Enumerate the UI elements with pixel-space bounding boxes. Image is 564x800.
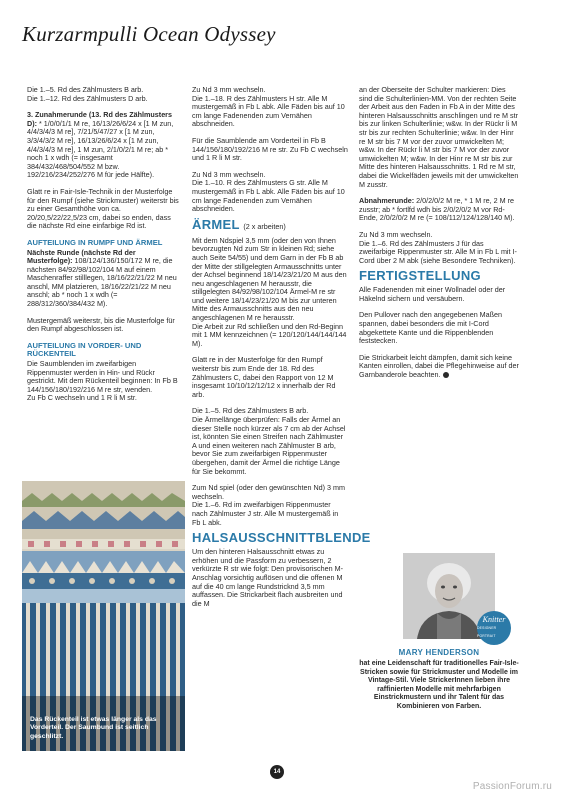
paragraph: Mit dem Ndspiel 3,5 mm (oder den von Ihnen bevorzugten Nd zum Str in kleinen Rd; siehe auch Seite 54/55) und dem Garn in der Fb B ab der Mitte der stillgelegten Armausschnitts unter der Achsel beginnend 18/14/23/21/20 M aus den neu angeschlagenen M herausstr, die stillgelegten 84/92/98/102/104 Ärmel-M re str und weitere 18/14/23/21/20 M bis zur unteren Mitte des Armausschnitts aus den neu angeschlagenen M re herausstr. [192, 235, 347, 323]
paragraph: Zu Nd 3 mm wechseln. [192, 85, 266, 94]
paragraph: Die 1.–6. Rd im zweifarbigen Rippenmuster nach Zählmuster J str. Alle M mustergemäß in Fb L abk. [192, 500, 339, 527]
photo-caption: Das Rückenteil ist etwas länger als das Vorderteil. Der Saumbund ist seitlich geschlitzt. [30, 715, 157, 740]
paragraph: Die 1.–18. R des Zählmusters H str. Alle M mustergemäß in Fb L abk. Alle Fäden bis auf 10 cm lange Fadenenden zum Vernähen abschneiden. [192, 93, 345, 129]
end-mark-icon [443, 372, 449, 378]
section-heading [192, 218, 348, 234]
knit-pattern-image [22, 481, 185, 751]
paragraph [359, 197, 519, 223]
paragraph: Zu Nd 3 mm wechseln. [359, 229, 433, 239]
step-text: 2/0/2/0/2 M re, * 1 M re, 2 M re zusstr; ab * fortlfd wdh bis 2/0/2/0/2 M vor Rd-Ende, 2/0/2/0/2 M re (= 108/112/124/128/140 M). [359, 196, 515, 223]
paragraph: Zu Nd 3 mm wechseln. [192, 169, 266, 179]
badge-subtitle: DESIGNER PORTRAIT [477, 626, 497, 638]
designer-name: MARY HENDERSON [398, 648, 480, 657]
section-heading: AUFTEILUNG IN VORDER- UND RÜCKENTEIL [27, 340, 142, 359]
section-heading: HALSAUSSCHNITTBLENDE [192, 530, 371, 546]
step-heading: Nächste Runde (nächste Rd der Musterfolge): [27, 247, 136, 266]
step-heading: 3. Zunahmerunde (13. Rd des Zählmusters D): [27, 110, 172, 128]
paragraph: Zum Nd spiel (oder den gewünschten Nd) 3 mm wechseln. [192, 483, 346, 501]
paragraph: Den Pullover nach den angegebenen Maßen spannen, dabei besonders die mit I-Cord abgekettete Kante und die Rippenblenden feststecken. [359, 310, 503, 346]
paragraph: Die Arbeit zur Rd schließen und den Rd-Beginn mit 1 MM kennzeichnen (= 120/120/144/144/144 M). [192, 321, 347, 348]
paragraph [27, 111, 181, 180]
paragraph: Alle Fadenenden mit einer Wollnadel oder der Häkelnd sichern und versäubern. [359, 285, 506, 303]
paragraph: Um den hinteren Halsausschnitt etwas zu erhöhen und die Passform zu verbessern, 2 verkürzte R str wie folgt: Den provisorischen M-Anschlag vorsichtig auflösen und die offenen M auf die 40 cm lange Rundstricknd 3,5 mm auffassen. Die Strickarbeit flach ausbreiten und die M [192, 547, 343, 608]
paragraph: Zu Fb C wechseln und 1 R li M str. [27, 393, 137, 403]
paragraph: Für die Saumblende am Vorderteil in Fb B 144/156/180/192/216 M re str. Zu Fb C wechseln und 1 R li M str. [192, 135, 348, 163]
column-3 [359, 86, 519, 388]
designer-badge [477, 611, 511, 645]
paragraph: Die Ärmellänge überprüfen: Falls der Ärmel an dieser Stelle noch kürzer als 7 cm ab der Achsel ist, könnten Sie einen Streifen nach Zählmuster A und einen weiteren nach Zählmuster B arb, bevor Sie zum zweifarbigen Rippenmuster übergehen, damit der Ärmel die richtige Länge für Sie bekommt. [192, 415, 346, 476]
page-title: Kurzarmpulli Ocean Odyssey [22, 22, 276, 46]
section-heading: AUFTEILUNG IN RUMPF UND ÄRMEL [27, 237, 163, 247]
page-number: 14 [270, 765, 284, 779]
paragraph: Glatt re in der Musterfolge für den Rumpf weiterstr bis zum Ende der 18. Rd des Zählmusters C, dabei den Rapport von 12 M insgesamt 10/10/12/12/12 x innerhalb der Rd arb. [192, 355, 336, 399]
paragraph: Die Saumblenden im zweifarbigen Rippenmuster werden in Hin- und Rückr gestrickt. Mit dem Rückenteil beginnen: In Fb B 144/156/180/192/216 M re str, wenden. [27, 359, 178, 394]
section-heading: FERTIGSTELLUNG [359, 268, 481, 284]
paragraph [27, 249, 181, 309]
paragraph: Die 1.–10. R des Zählmusters G str. Alle M mustergemäß in Fb L abk. Alle Fäden bis auf 10 cm lange Fadenenden zum Vernähen abschneiden. [192, 178, 345, 214]
column-2 [192, 85, 371, 616]
badge-title: Knitter [482, 615, 506, 624]
sweater-photo [22, 481, 185, 751]
paragraph-text: Die Strickarbeit leicht dämpfen, damit sich keine Kanten einrollen, dabei die Pflegehinweise auf der Garnbanderole beachten. [359, 352, 519, 380]
paragraph: Die 1.–5. Rd des Zählmusters B arb. [192, 406, 309, 416]
paragraph: Glatt re in Fair-Isle-Technik in der Musterfolge für den Rumpf (siehe Strickmuster) weiterstr bis zu einer Gesamthöhe von ca. 20/20,5/22/22,5/23 cm, dabei so enden, dass die nächste Rd eine einfarbige Rd ist. [27, 186, 179, 231]
paragraph: Die 1.–6. Rd des Zählmusters J für das zweifarbige Rippenmuster str. Alle M in Fb L mit I-Cord über 2 M abk (siehe Besondere Techniken). [359, 238, 517, 265]
paragraph [359, 354, 519, 380]
column-1 [27, 86, 181, 411]
paragraph: an der Oberseite der Schulter markieren: Dies sind die Schulterlinien-MM. Von der rechten Seite der Arbeit aus den Faden in Fb A in der Mitte des hinteren Halsausschnitts anschlingen und re M str bis zur linken Schulterlinie; w&w. In der Rückr li M str bis zur rechten Schulterlinie; w&w. In der Hinr re M str bis 7 M vor der zuvor umwickelten M; w&w. In der Rückr li M str bis 7 M vor der zuvor umwickelten M; w&w. In der Hinr re M str bis zur Mitte des hinteren Halsausschnitts. 1 Rd re M str, dabei die Wickelfäden jeweils mit der umwickelten M zusstr. [359, 85, 519, 189]
designer-bio: hat eine Leidenschaft für traditionelles Fair-Isle-Stricken sowie für Strickmuster und Modelle im Vintage-Stil. Viele StrickerInnen lieben ihre raffinierten Modelle mit mehrfarbigen Einstrickmustern und ihr Talent für das Kombinieren von Farben. [359, 660, 519, 710]
paragraph: Die 1.–12. Rd des Zählmusters D arb. [27, 93, 148, 103]
step-text: 108/124/136/150/172 M re, die nächsten 84/92/98/102/104 M auf einem Maschenraffer stilllegen, 18/16/22/21/22 M neu anschl, MM platzieren, 18/16/22/21/22 M neu anschl; ab * noch 1 x wdh (= 288/312/360/384/432 M). [27, 256, 177, 309]
watermark: PassionForum.ru [472, 781, 552, 792]
step-heading: Abnahmerunde: [359, 196, 415, 206]
step-text: * 1/0/0/1/1 M re, 16/13/26/6/24 x [1 M zun, 4/4/3/4/3 M re], 7/21/5/47/27 x [1 M zun, 3/3/4/3/2 M re], 16/13/26/6/24 x [1 M zun, 4/4/3/4/3 M re], 1 M zun, 2/1/0/2/1 M re; ab * noch 1 x wdh (= insgesamt 384/432/468/504/552 M bzw. 192/216/234/252/276 M für jede Hälfte). [27, 118, 174, 180]
paragraph: Mustergemäß weiterstr, bis die Musterfolge für den Rumpf abgeschlossen ist. [27, 315, 175, 334]
section-heading-sub: (2 x arbeiten) [243, 221, 286, 231]
paragraph: Die 1.–5. Rd des Zählmusters B arb. [27, 85, 144, 94]
section-heading-text: ÄRMEL [192, 216, 240, 232]
